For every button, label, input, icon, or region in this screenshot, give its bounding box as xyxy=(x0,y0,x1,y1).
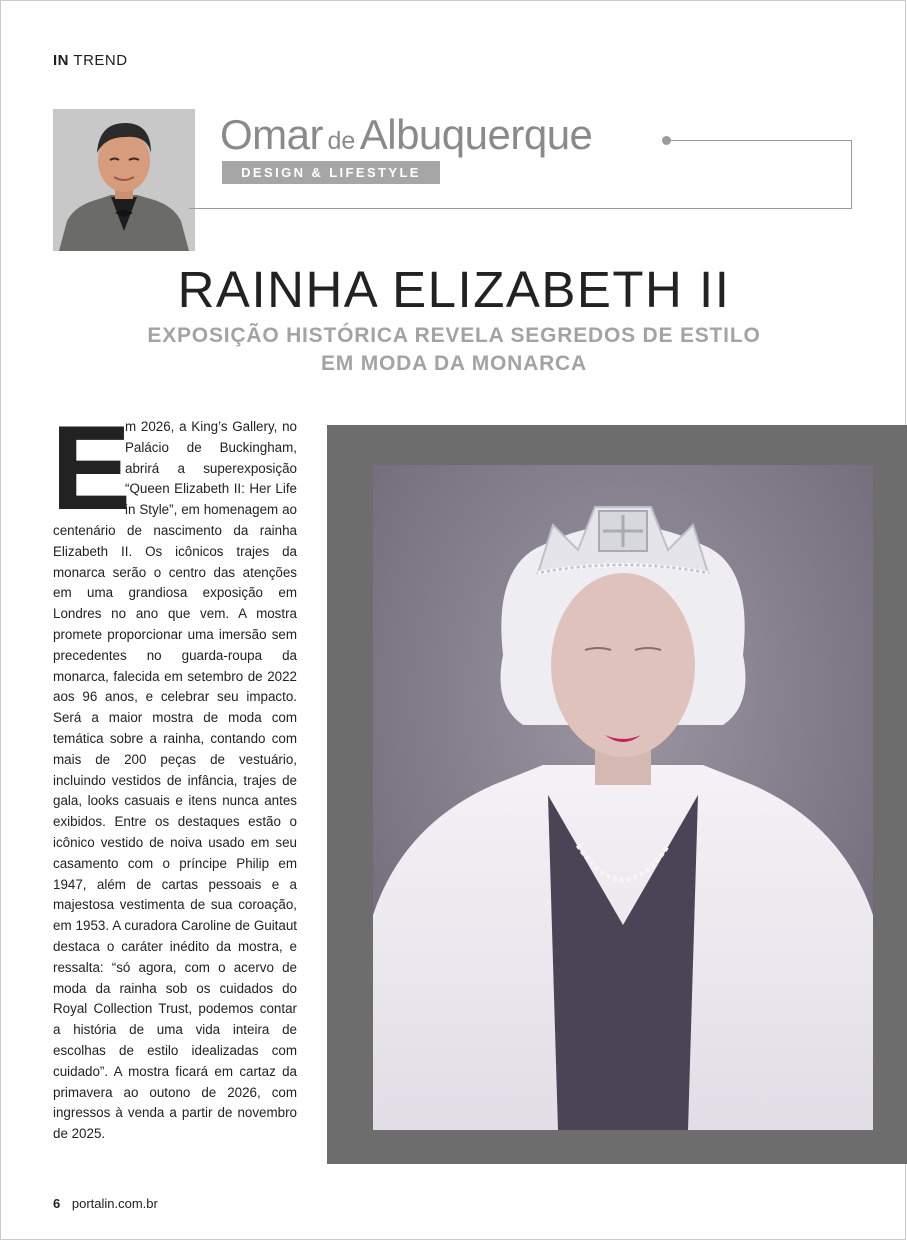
columnist-portrait-image xyxy=(53,109,195,251)
header-rule-dot xyxy=(662,136,671,145)
section-label-bold: IN xyxy=(53,52,69,69)
columnist-first-name: Omar xyxy=(220,111,323,158)
article-body: m 2026, a King’s Gallery, no Palácio de Buckingham, abrirá a superexposição “Queen Elizabeth II: Her Life in Style”, em homenagem ao centenário de nascimento da rainha Elizabeth II. Os icônicos trajes da monarca serão o centro das atenções em uma grandiosa exposição em Londres no ano que vem. A mostra promete proporcionar uma imersão sem precedentes no guarda-roupa da monarca, falecida em setembro de 2022 aos 96 anos, e celebrar seu impacto. Será a maior mostra de moda com temática sobre a rainha, contando com mais de 200 peças de vestuário, incluindo vestidos de infância, trajes de gala, looks casuais e itens nunca antes exibidos. Entre os destaques estão o icônico vestido de noiva usado em seu casamento com o príncipe Philip em 1947, além de cartas pessoais e a majestosa vestimenta de sua coroação, em 1953. A curadora Caroline de Guitaut destaca o caráter inédito da mostra, e ressalta: “só agora, com o acervo de moda da rainha sob os cuidados do Royal Collection Trust, podemos contar a história de uma vida inteira de escolhas de estilo idealizadas com cuidado”. A mostra ficará em cartaz da primavera ao outono de 2026, com ingressos à venda a partir de novembro de 2025. xyxy=(53,419,297,1142)
article-subheadline xyxy=(1,322,907,378)
article-headline: RAINHA ELIZABETH II xyxy=(177,261,731,318)
header-rule-right xyxy=(851,140,852,209)
columnist-name-particle: de xyxy=(327,127,356,155)
header-rule-top xyxy=(669,140,852,141)
page-footer xyxy=(53,1196,158,1211)
columnist-last-name: Albuquerque xyxy=(359,111,593,158)
column-tag: DESIGN & LIFESTYLE xyxy=(222,161,440,184)
section-label-text: TREND xyxy=(73,52,128,69)
header-rule-bottom xyxy=(189,208,852,209)
subheadline-line-1: EXPOSIÇÃO HISTÓRICA REVELA SEGREDOS DE ESTILO xyxy=(147,324,761,347)
columnist-avatar xyxy=(53,109,195,251)
subheadline-line-2: EM MODA DA MONARCA xyxy=(321,352,587,375)
queen-portrait-photo xyxy=(373,465,873,1130)
queen-portrait-image xyxy=(373,465,873,1130)
section-label xyxy=(53,52,128,69)
page-number: 6 xyxy=(53,1196,61,1211)
site-url: portalin.com.br xyxy=(71,1196,158,1211)
drop-cap: E xyxy=(51,401,132,535)
columnist-name xyxy=(220,111,592,159)
